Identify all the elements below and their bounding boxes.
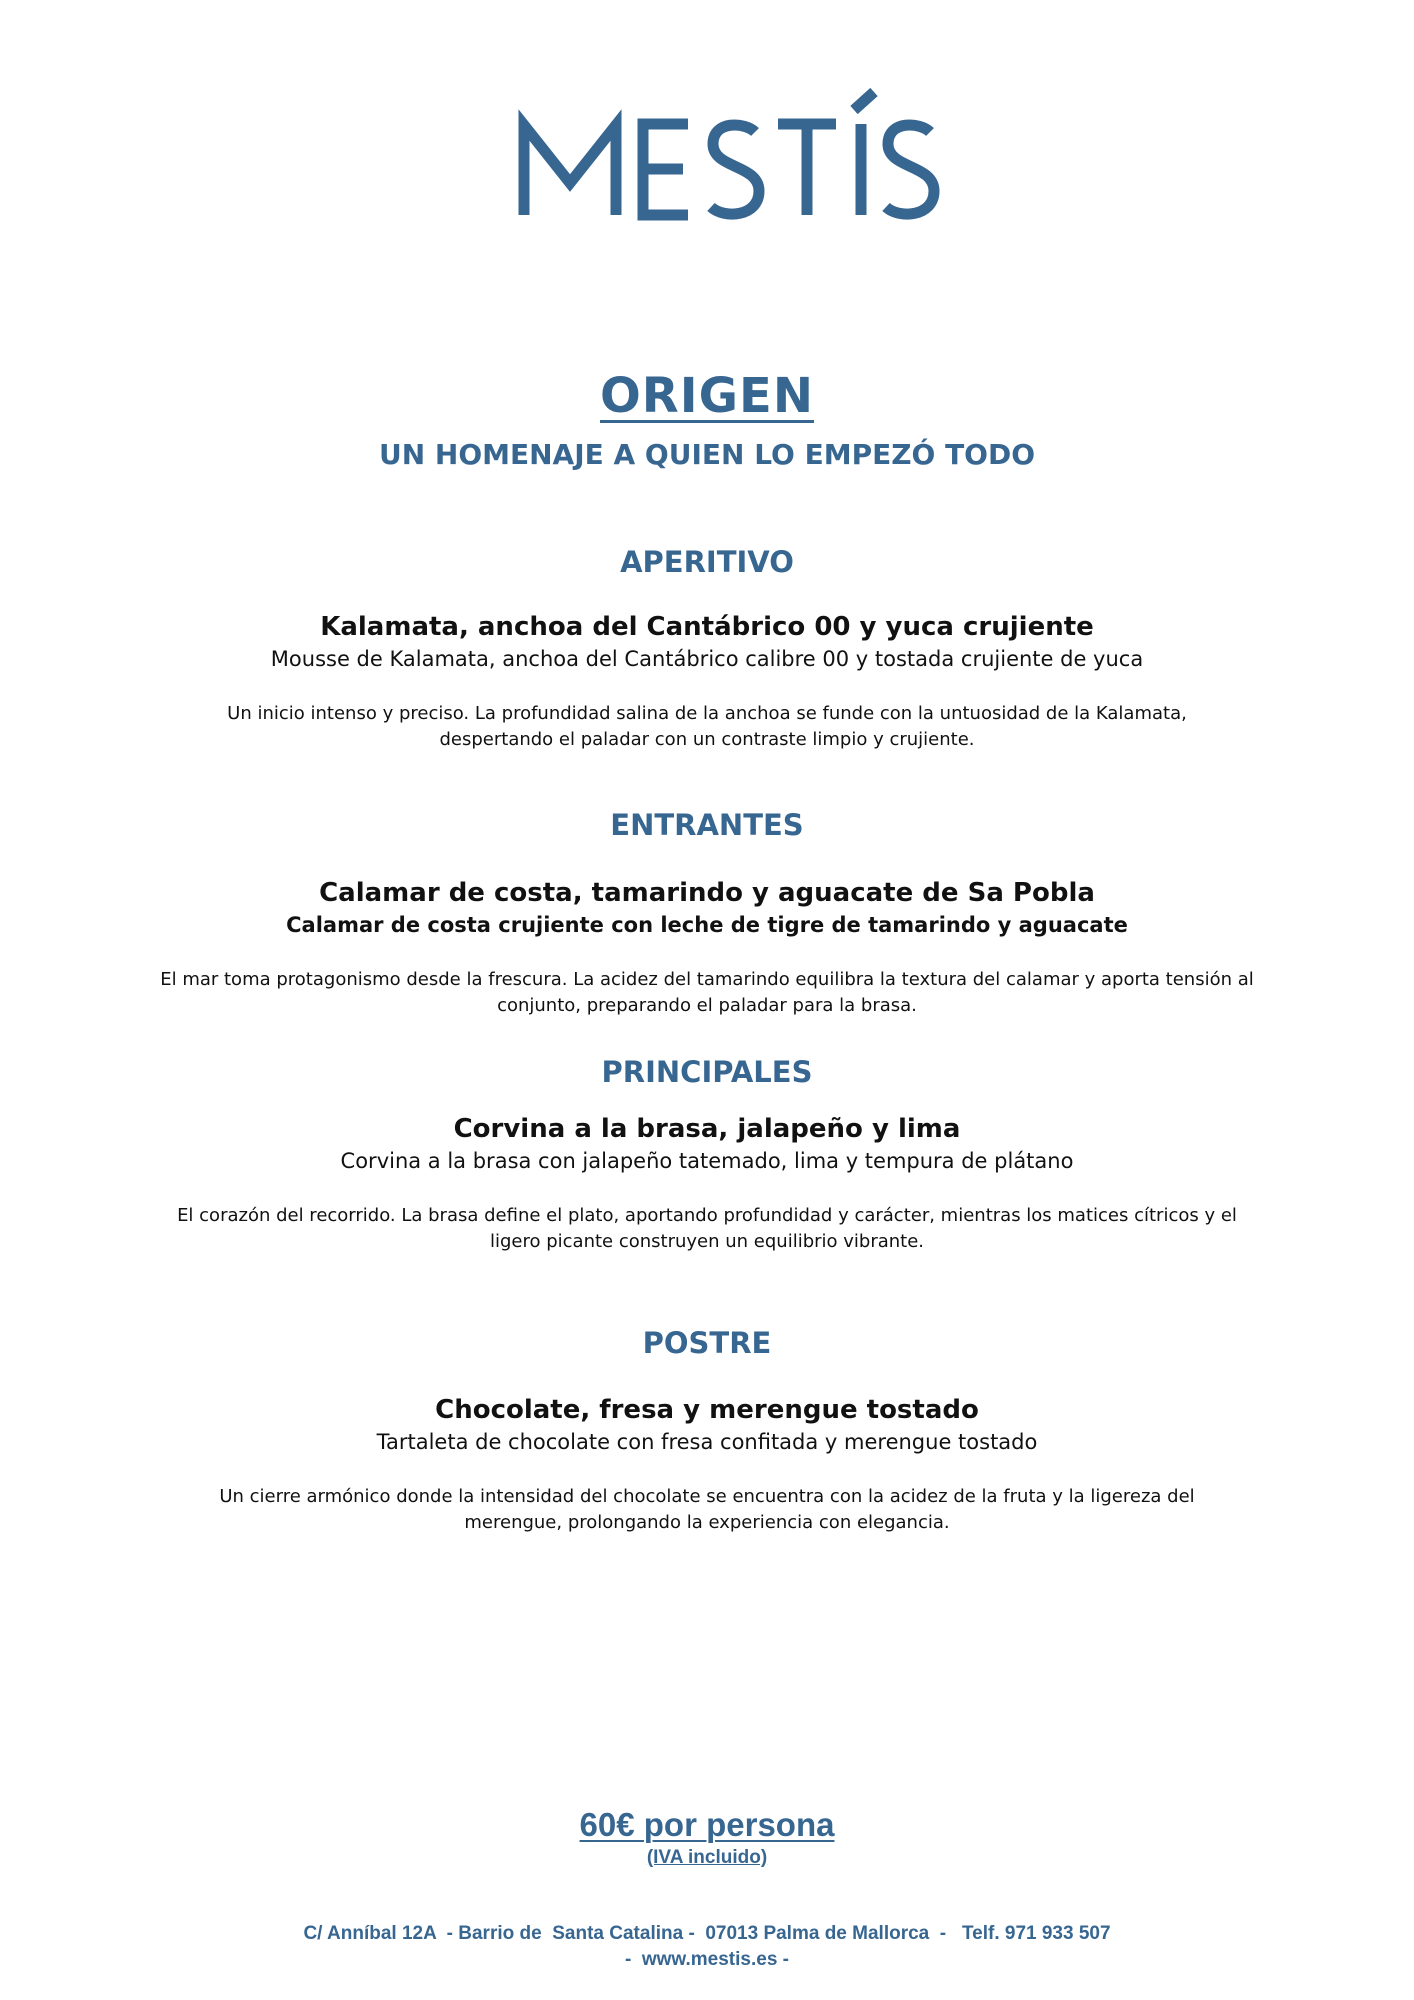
logo-text: MESTÍS — [0, 73, 59, 92]
section-heading-aperitivo: APERITIVO — [620, 545, 794, 579]
mestis-logo — [0, 73, 1414, 228]
dish-desc-principales: Corvina a la brasa con jalapeño tatemado, lima y tempura de plátano — [340, 1149, 1074, 1173]
dish-title-principales: Corvina a la brasa, jalapeño y lima — [453, 1114, 961, 1144]
dish-note-line: Un inicio intenso y preciso. La profundidad salina de la anchoa se funde con la untuosidad de la Kalamata, — [227, 703, 1187, 724]
dish-note-principales — [0, 1203, 1414, 1255]
dish-note-entrantes — [0, 967, 1414, 1019]
logo-accent — [854, 92, 874, 110]
dish-desc-postre: Tartaleta de chocolate con fresa confitada y merengue tostado — [376, 1430, 1038, 1454]
logo-letter-s2 — [886, 125, 934, 214]
menu-price: 60€ por persona — [579, 1806, 835, 1843]
dish-note-aperitivo — [0, 701, 1414, 753]
dish-note-line: Un cierre armónico donde la intensidad del chocolate se encuentra con la acidez de la fruta y la ligereza del — [219, 1486, 1195, 1507]
tax-note: (IVA incluido) — [646, 1847, 768, 1868]
logo-letter-s — [711, 125, 759, 214]
footer-address: C/ Anníbal 12A - Barrio de Santa Catalina - 07013 Palma de Mallorca - Telf. 971 933 507 — [303, 1923, 1111, 1944]
dish-title-aperitivo: Kalamata, anchoa del Cantábrico 00 y yuca crujiente — [320, 612, 1094, 642]
dish-title-postre: Chocolate, fresa y merengue tostado — [435, 1395, 979, 1425]
logo-letter-e — [643, 124, 688, 215]
dish-desc-aperitivo: Mousse de Kalamata, anchoa del Cantábrico calibre 00 y tostada crujiente de yuca — [270, 647, 1144, 671]
dish-note-line: merengue, prolongando la experiencia con elegancia. — [464, 1512, 950, 1533]
menu-title: ORIGEN — [600, 368, 814, 424]
section-heading-postre: POSTRE — [642, 1326, 772, 1360]
menu-subtitle: UN HOMENAJE A QUIEN LO EMPEZÓ TODO — [378, 438, 1036, 471]
logo-letter-m — [524, 125, 616, 215]
dish-note-line: conjunto, preparando el paladar para la brasa. — [497, 995, 917, 1016]
section-heading-entrantes: ENTRANTES — [610, 808, 804, 842]
dish-title-entrantes: Calamar de costa, tamarindo y aguacate de Sa Pobla — [319, 878, 1095, 908]
footer-website[interactable]: - www.mestis.es - — [624, 1949, 789, 1970]
dish-note-line: ligero picante construyen un equilibrio vibrante. — [489, 1231, 925, 1252]
dish-note-line: El mar toma protagonismo desde la frescura. La acidez del tamarindo equilibra la textura del calamar y aporta tensión al — [160, 969, 1254, 990]
logo-letter-t — [778, 124, 836, 215]
section-heading-principales: PRINCIPALES — [601, 1055, 813, 1089]
dish-desc-entrantes: Calamar de costa crujiente con leche de tigre de tamarindo y aguacate — [286, 913, 1128, 937]
dish-note-line: despertando el paladar con un contraste limpio y crujiente. — [439, 729, 975, 750]
dish-note-postre — [0, 1484, 1414, 1536]
dish-note-line: El corazón del recorrido. La brasa define el plato, aportando profundidad y carácter, mientras los matices cítricos y el — [177, 1205, 1237, 1226]
